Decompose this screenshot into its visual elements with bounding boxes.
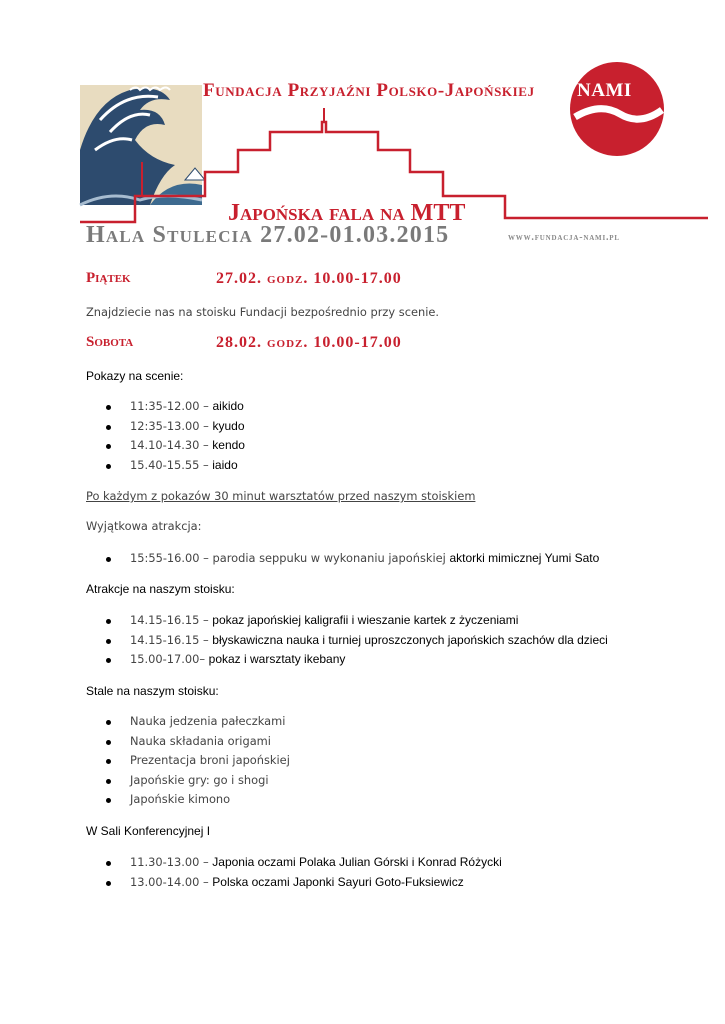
- organization-title: Fundacja Przyjaźni Polsko-Japońskiej: [203, 80, 535, 101]
- workshop-note: Po każdym z pokazów 30 minut warsztatów przed naszym stoiskiem: [86, 489, 476, 503]
- list-item: 15:55-16.00 – parodia seppuku w wykonaniu japońskiej aktorki mimicznej Yumi Sato: [86, 549, 599, 569]
- nami-logo-circle: [570, 62, 664, 156]
- list-item: Nauka składania origami: [86, 732, 290, 752]
- list-item: 15.00-17.00– pokaz i warsztaty ikebany: [86, 650, 608, 670]
- nami-logo-text: NAMI: [577, 80, 632, 101]
- permanent-list: [86, 712, 290, 810]
- list-item: 14.15-16.15 – pokaz japońskiej kaligrafii i wieszanie kartek z życzeniami: [86, 611, 608, 631]
- permanent-heading: Stale na naszym stoisku:: [86, 684, 219, 698]
- list-item: 14.15-16.15 – błyskawiczna nauka i turniej uproszczonych japońskich szachów dla dzieci: [86, 631, 608, 651]
- day-date: 28.02. godz. 10.00-17.00: [216, 334, 402, 351]
- shows-list: [86, 397, 245, 475]
- list-item: 15.40-15.55 – iaido: [86, 456, 245, 476]
- list-item: Japońskie gry: go i shogi: [86, 771, 290, 791]
- list-item: 14.10-14.30 – kendo: [86, 436, 245, 456]
- list-item: 13.00-14.00 – Polska oczami Japonki Sayuri Goto-Fuksiewicz: [86, 873, 502, 893]
- stand-list: [86, 611, 608, 670]
- website-link[interactable]: www.fundacja-nami.pl: [508, 232, 620, 243]
- conference-heading: W Sali Konferencyjnej I: [86, 824, 211, 838]
- shows-heading: Pokazy na scenie:: [86, 369, 184, 383]
- header-banner: [0, 0, 725, 260]
- venue-dates: Hala Stulecia 27.02-01.03.2015: [86, 222, 450, 248]
- special-list: [86, 549, 599, 569]
- friday-note: Znajdziecie nas na stoisku Fundacji bezpośrednio przy scenie.: [86, 305, 439, 319]
- day-name: Sobota: [86, 334, 134, 350]
- list-item: 12:35-13.00 – kyudo: [86, 417, 245, 437]
- list-item: Japońskie kimono: [86, 790, 290, 810]
- special-heading: Wyjątkowa atrakcja:: [86, 519, 202, 533]
- event-title: Japońska fala na MTT: [228, 200, 466, 226]
- list-item: Prezentacja broni japońskiej: [86, 751, 290, 771]
- conference-list: [86, 853, 502, 892]
- list-item: 11:35-12.00 – aikido: [86, 397, 245, 417]
- list-item: 11.30-13.00 – Japonia oczami Polaka Julian Górski i Konrad Różycki: [86, 853, 502, 873]
- day-name: Piątek: [86, 270, 131, 286]
- day-date: 27.02. godz. 10.00-17.00: [216, 270, 402, 287]
- stand-heading: Atrakcje na naszym stoisku:: [86, 582, 235, 596]
- wave-logo-icon: [570, 62, 664, 156]
- list-item: Nauka jedzenia pałeczkami: [86, 712, 290, 732]
